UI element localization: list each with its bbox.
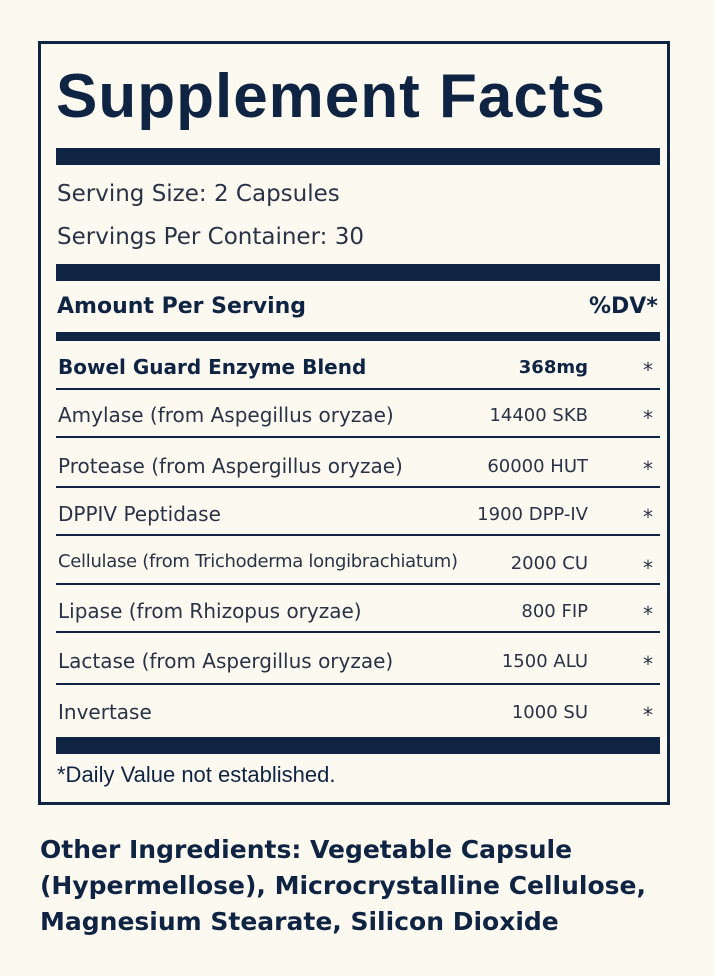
row-divider (56, 534, 660, 536)
row-amount-0: 368mg (518, 357, 588, 378)
top-divider-bar (56, 148, 660, 165)
row-name-6: Lactase (from Aspergillus oryzae) (58, 649, 394, 673)
row-divider (56, 631, 660, 633)
row-amount-5: 800 FIP (521, 601, 588, 622)
row-name-3: DPPIV Peptidase (58, 502, 221, 526)
servings-per-container: Servings Per Container: 30 (57, 224, 364, 250)
row-amount-7: 1000 SU (511, 702, 588, 723)
row-amount-3: 1900 DPP-IV (477, 504, 588, 525)
row-name-0: Bowel Guard Enzyme Blend (58, 355, 367, 379)
bottom-divider-bar (56, 737, 660, 754)
row-divider (56, 583, 660, 585)
header-divider-bar (56, 332, 660, 341)
row-divider (56, 388, 660, 390)
row-amount-4: 2000 CU (510, 553, 588, 574)
footnote: *Daily Value not established. (57, 762, 336, 787)
row-name-5: Lipase (from Rhizopus oryzae) (58, 599, 362, 623)
other-ingredients: Other Ingredients: Vegetable Capsule (Hypermellose), Microcrystalline Cellulose, Magnesium Stearate, Silicon Dioxide (40, 835, 647, 936)
row-divider (56, 683, 660, 685)
row-amount-2: 60000 HUT (487, 456, 588, 477)
row-name-2: Protease (from Aspergillus oryzae) (58, 454, 403, 478)
mid-divider-bar (56, 264, 660, 281)
row-dv-5: * (643, 602, 653, 626)
amount-per-serving-header: Amount Per Serving (57, 294, 307, 319)
row-dv-1: * (643, 406, 653, 430)
row-dv-7: * (643, 703, 653, 727)
row-dv-6: * (643, 652, 653, 676)
row-dv-3: * (643, 505, 653, 529)
row-amount-1: 14400 SKB (489, 405, 588, 426)
row-dv-2: * (643, 457, 653, 481)
row-name-1: Amylase (from Aspegillus oryzae) (58, 403, 394, 427)
row-dv-4: * (643, 556, 653, 580)
dv-header: %DV* (589, 294, 658, 319)
row-name-7: Invertase (58, 700, 152, 724)
row-amount-6: 1500 ALU (501, 651, 588, 672)
row-name-4: Cellulase (from Trichoderma longibrachiatum) (58, 551, 458, 572)
panel-title: Supplement Facts (56, 62, 606, 131)
row-divider (56, 436, 660, 438)
serving-size: Serving Size: 2 Capsules (57, 181, 340, 207)
row-dv-0: * (643, 358, 653, 382)
row-divider (56, 486, 660, 488)
